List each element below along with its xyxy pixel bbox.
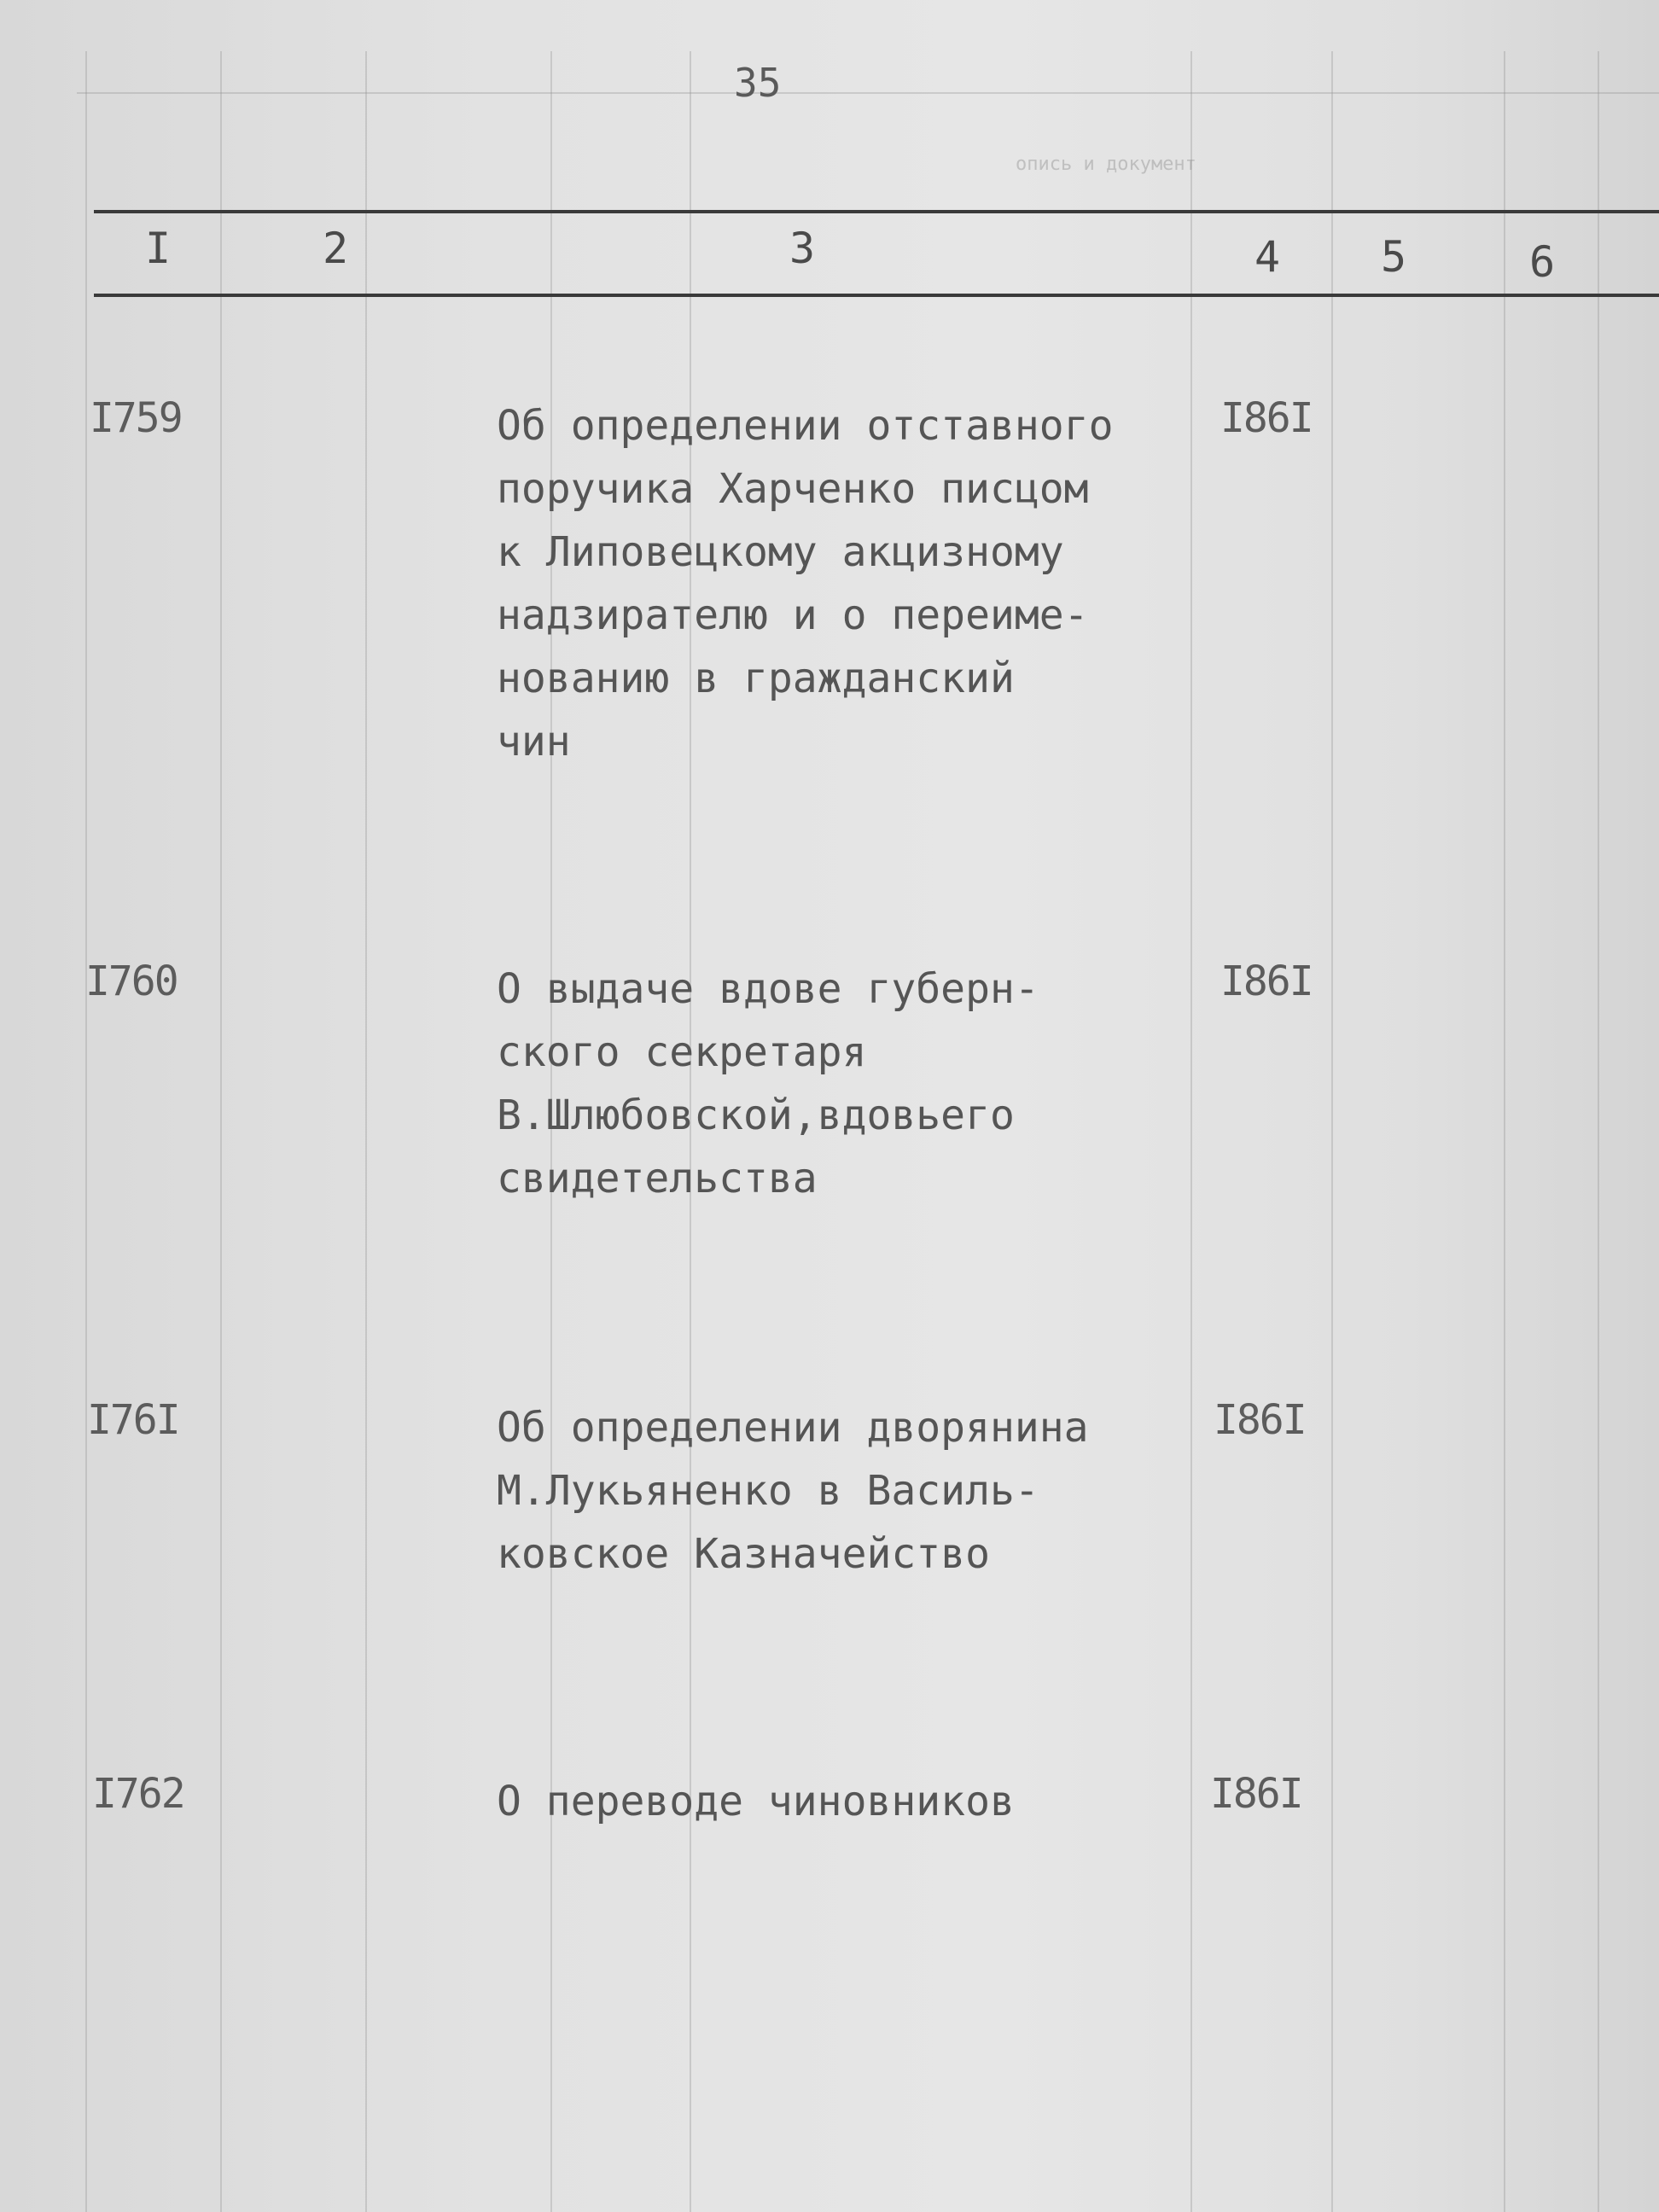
header-bottom-rule: [94, 294, 1659, 297]
column-header-4: 4: [1254, 232, 1281, 282]
column-header-2: 2: [323, 224, 349, 273]
column-header-1: I: [145, 224, 172, 273]
case-title: О переводе чиновников: [497, 1778, 1015, 1825]
form-ruling-line: [220, 51, 222, 2212]
form-ruling-line: [1331, 51, 1333, 2212]
case-title: О выдаче вдове губерн- ского секретаря В.Шлюбовской,вдовьего свидетельства: [497, 965, 1039, 1202]
case-number: I760: [85, 958, 178, 1005]
case-year: I86I: [1220, 394, 1313, 442]
column-header-6: 6: [1529, 237, 1556, 287]
case-number: I76I: [87, 1396, 179, 1444]
case-number: I759: [90, 394, 182, 442]
case-number: I762: [92, 1770, 184, 1818]
form-ruling-line: [365, 51, 367, 2212]
header-top-rule: [94, 210, 1659, 213]
column-header-3: 3: [789, 224, 816, 273]
form-ruling-line: [1190, 51, 1192, 2212]
case-title: Об определении отставного поручика Харченко писцом к Липовецкому акцизному надзирателю и о переиме- нованию в гражданский чин: [497, 402, 1114, 765]
page-number: 35: [734, 60, 782, 106]
form-ruling-line: [77, 92, 1659, 94]
form-ruling-line: [1504, 51, 1505, 2212]
column-header-5: 5: [1381, 232, 1407, 282]
form-ruling-line: [1598, 51, 1599, 2212]
case-year: I86I: [1214, 1396, 1306, 1444]
form-ruling-line: [85, 51, 87, 2212]
case-title: Об определении дворянина М.Лукьяненко в Василь- ковское Казначейство: [497, 1404, 1089, 1578]
case-year: I86I: [1210, 1770, 1302, 1818]
faded-form-heading: опись и документ: [1016, 154, 1196, 175]
case-year: I86I: [1220, 958, 1313, 1005]
